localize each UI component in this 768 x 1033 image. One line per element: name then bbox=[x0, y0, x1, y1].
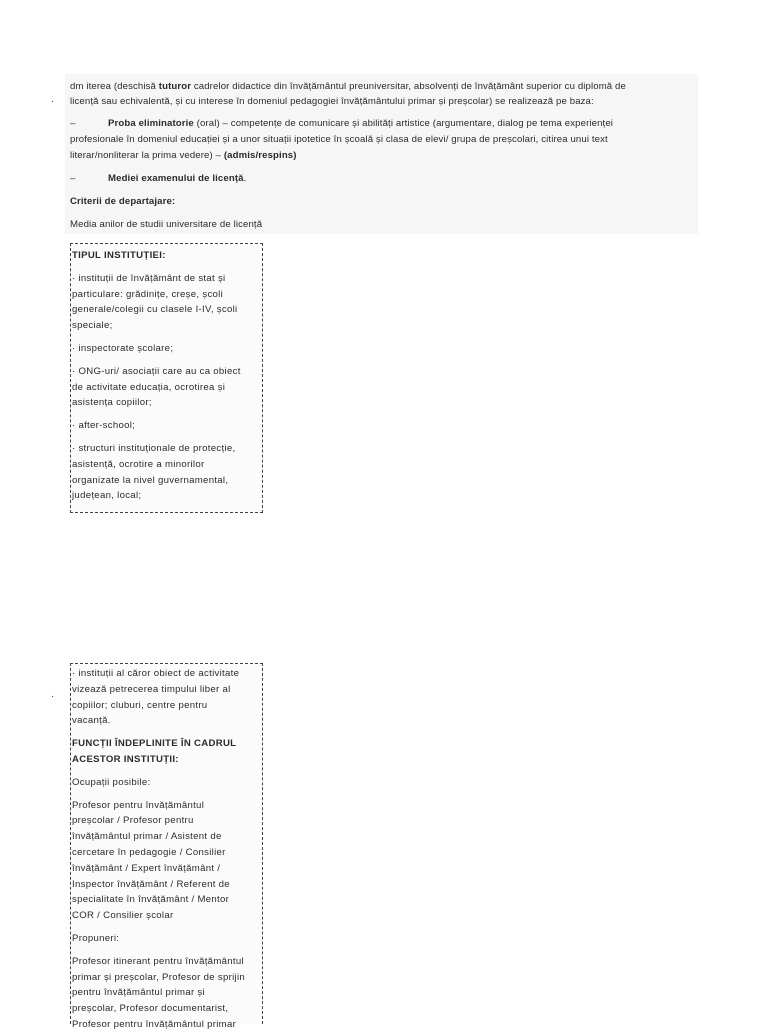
admission-block bbox=[65, 74, 698, 234]
label-line: Ocupații posibile: bbox=[72, 776, 151, 788]
item-line: vizează petrecerea timpului liber al bbox=[72, 683, 231, 695]
margin-marker: · bbox=[51, 96, 55, 107]
licenta-line bbox=[108, 171, 246, 187]
proba-result: (admis/respins) bbox=[223, 150, 297, 161]
item-line: · instituții al căror obiect de activitate bbox=[72, 668, 240, 679]
ocupatii-line: COR / Consilier școlar bbox=[72, 910, 174, 922]
propuneri-line: primar și preșcolar, Profesor de sprijin bbox=[72, 971, 246, 983]
item-line: speciale; bbox=[72, 320, 113, 332]
functions-title-line: ACESTOR INSTITUȚII: bbox=[72, 753, 179, 765]
item-line: · ONG-uri/ asociații care au ca obiect bbox=[72, 365, 241, 377]
proba-text: literar/nonliterar la prima vedere) – bbox=[70, 150, 224, 161]
item-line: particulare: grădinițe, creșe, școli bbox=[72, 288, 224, 300]
item-line: copiilor; cluburi, centre pentru bbox=[72, 699, 208, 711]
institution-item bbox=[71, 441, 262, 504]
admission-emphasis: tuturor bbox=[158, 81, 192, 92]
item-line: · structuri instituționale de protecție, bbox=[72, 442, 236, 454]
institution-type-box bbox=[70, 243, 263, 513]
ocupatii-line: specialitate în învățământ / Mentor bbox=[72, 894, 230, 906]
admission-line: licență sau echivalentă, și cu interese în domeniul pedagogiei învățământului primar și preșcolar) se realizează pe baza: bbox=[70, 96, 594, 107]
item-line: · after-school; bbox=[72, 420, 136, 432]
licenta-title: Mediei examenului de licență bbox=[108, 173, 244, 184]
proba-dash: – bbox=[70, 118, 76, 129]
licenta-end: . bbox=[243, 173, 247, 184]
ocupatii-line: Profesor pentru învățământul bbox=[72, 799, 205, 811]
proba-line: profesionale în domeniul educației și a unor situații ipotetice în școală și clasa de elevi/ grupa de preșcolari, citirea unui text bbox=[70, 134, 608, 145]
item-line: asistența copiilor; bbox=[72, 397, 152, 409]
criterii-title: Criterii de departajare: bbox=[70, 196, 176, 207]
functions-title bbox=[71, 736, 262, 768]
institution-type-title bbox=[71, 248, 262, 264]
admission-text: cadrelor didactice din învățământul preuniversitar, absolvenți de învățământ superior cu diplomă de bbox=[191, 81, 626, 92]
propuneri-line: preșcolar, Profesor documentarist, bbox=[72, 1003, 229, 1015]
item-line: județean, local; bbox=[72, 490, 142, 502]
margin-marker: · bbox=[51, 691, 55, 702]
item-line: · inspectorate școlare; bbox=[72, 342, 174, 354]
item-line: de activitate educația, ocrotirea și bbox=[72, 381, 226, 393]
ocupatii-line: învățământ / Expert învățământ / bbox=[72, 862, 221, 874]
propuneri-label bbox=[71, 931, 262, 947]
item-line: · instituții de învățământ de stat și bbox=[72, 272, 226, 284]
ocupatii-line: cercetare în pedagogie / Consilier bbox=[72, 846, 226, 858]
admission-line bbox=[70, 79, 626, 95]
institution-item bbox=[71, 364, 262, 411]
proba-line bbox=[70, 148, 297, 164]
item-line: asistență, ocrotire a minorilor bbox=[72, 458, 205, 470]
functions-title-line: FUNCȚII ÎNDEPLINITE ÎN CADRUL bbox=[72, 738, 237, 750]
proba-text: (oral) – competențe de comunicare și abilități artistice (argumentare, dialog pe tema experienței bbox=[193, 118, 614, 129]
institution-item bbox=[71, 341, 262, 357]
label-line: Propuneri: bbox=[72, 932, 120, 944]
item-line: generale/colegii cu clasele I-IV, școli bbox=[72, 304, 238, 316]
ocupatii-label bbox=[71, 775, 262, 791]
admission-text: dm iterea (deschisă bbox=[70, 81, 159, 92]
ocupatii-line: învățământul primar / Asistent de bbox=[72, 831, 222, 843]
ocupatii-line: preșcolar / Profesor pentru bbox=[72, 815, 194, 827]
ocupatii-list bbox=[71, 798, 262, 924]
propuneri-line: pentru învățământul primar și bbox=[72, 987, 205, 999]
ocupatii-line: Inspector învățământ / Referent de bbox=[72, 878, 230, 890]
box-title-line: TIPUL INSTITUȚIEI: bbox=[72, 250, 166, 261]
propuneri-line: Profesor pentru învățământul primar bbox=[72, 1018, 237, 1030]
proba-line bbox=[108, 116, 613, 132]
proba-title: Proba eliminatorie bbox=[108, 118, 194, 129]
licenta-dash: – bbox=[70, 173, 76, 184]
item-line: organizate la nivel guvernamental, bbox=[72, 474, 229, 486]
item-line: vacanță. bbox=[72, 715, 111, 727]
continuation-box bbox=[70, 663, 263, 1030]
institution-item bbox=[71, 666, 262, 729]
institution-item bbox=[71, 271, 262, 334]
institution-item bbox=[71, 418, 262, 434]
propuneri-line: Profesor itinerant pentru învățământul bbox=[72, 955, 244, 967]
propuneri-list bbox=[71, 954, 262, 1033]
criterii-text: Media anilor de studii universitare de licență bbox=[70, 219, 263, 230]
